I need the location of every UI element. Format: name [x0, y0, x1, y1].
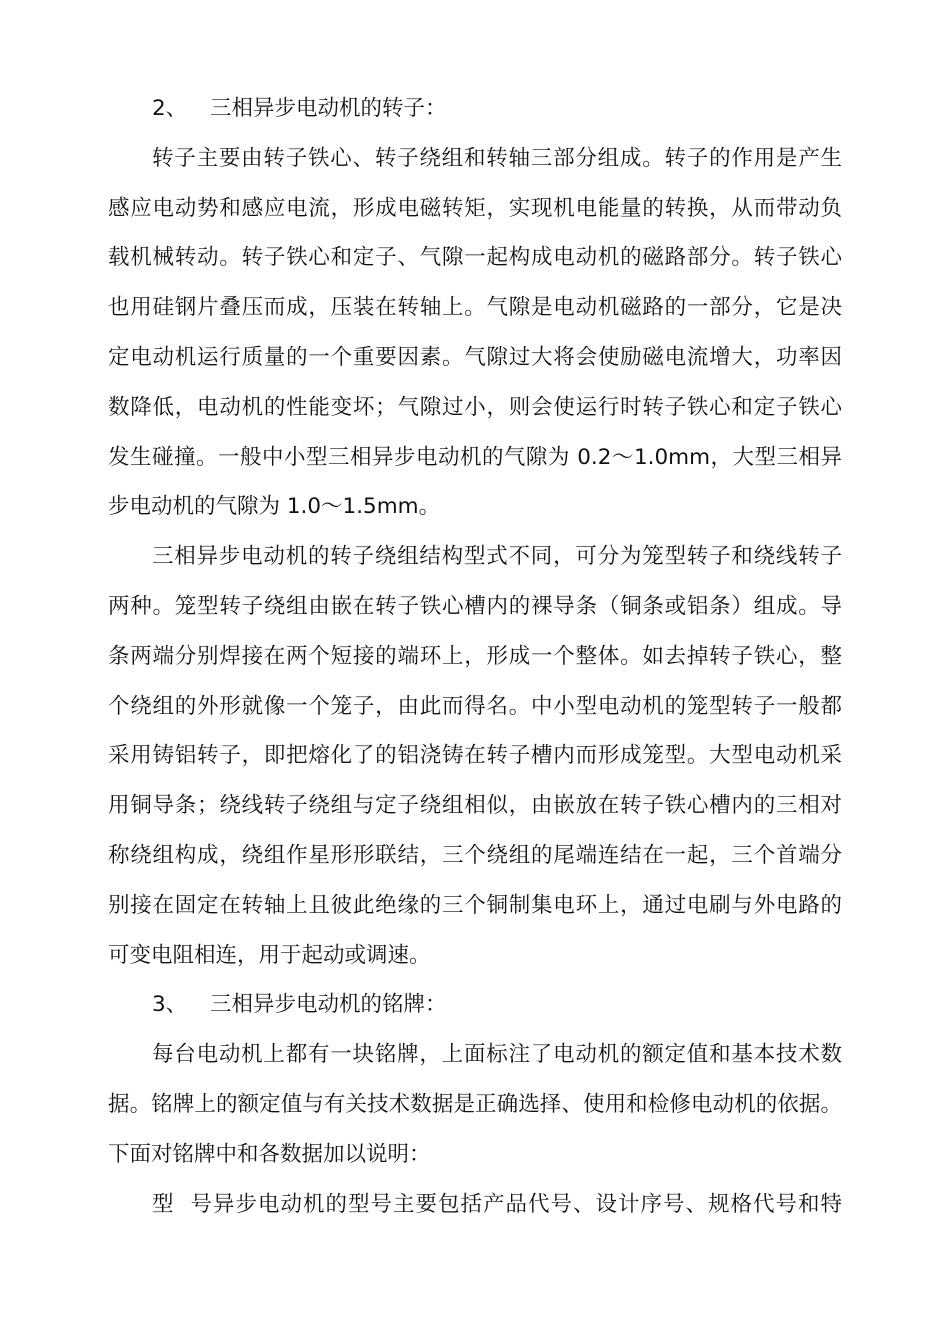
section-heading-3 [108, 980, 842, 1030]
section-title: 三相异步电动机的转子： [210, 96, 447, 121]
text-line: 用铜导条；绕线转子绕组与定子绕组相似，由嵌放在转子铁心槽内的三相对 [108, 793, 842, 819]
text-line: 采用铸铝转子，即把熔化了的铝浇铸在转子槽内而形成笼型。大型电动机采 [108, 743, 842, 769]
text-line: 称绕组构成，绕组作星形形联结，三个绕组的尾端连结在一起，三个首端分 [108, 842, 842, 868]
term-label: 型号 [152, 1191, 212, 1217]
paragraph-rotor-winding [108, 532, 842, 980]
paragraph-model [108, 1180, 842, 1230]
text-line: 每台电动机上都有一块铭牌，上面标注了电动机的额定值和基本技术数 [152, 1042, 842, 1068]
section-number: 2、 [152, 96, 188, 121]
section-title: 三相异步电动机的铭牌： [210, 992, 447, 1018]
text-line: 三相异步电动机的转子绕组结构型式不同，可分为笼型转子和绕线转子 [152, 544, 842, 570]
text-line: 步电动机的气隙为 1.0～1.5mm。 [108, 494, 441, 520]
text-line: 两种。笼型转子绕组由嵌在转子铁心槽内的裸导条（铜条或铝条）组成。导 [108, 593, 842, 619]
text-line: 可变电阻相连，用于起动或调速。 [108, 942, 431, 968]
text-line: 感应电动势和感应电流，形成电磁转矩，实现机电能量的转换，从而带动负 [108, 195, 842, 221]
text-line: 条两端分别焊接在两个短接的端环上，形成一个整体。如去掉转子铁心，整 [108, 643, 842, 669]
section-number: 3、 [152, 992, 188, 1018]
paragraph-rotor-structure [108, 134, 842, 532]
document-page [108, 84, 842, 1229]
text-line: 转子主要由转子铁心、转子绕组和转轴三部分组成。转子的作用是产生 [152, 145, 842, 171]
text-line: 个绕组的外形就像一个笼子，由此而得名。中小型电动机的笼型转子一般都 [108, 693, 842, 719]
section-heading-2 [108, 84, 842, 134]
paragraph-nameplate [108, 1030, 842, 1179]
text-line: 载机械转动。转子铁心和定子、气隙一起构成电动机的磁路部分。转子铁心 [108, 245, 842, 271]
text-line: 下面对铭牌中和各数据加以说明： [108, 1141, 431, 1167]
text-line: 定电动机运行质量的一个重要因素。气隙过大将会使励磁电流增大，功率因 [108, 344, 842, 370]
text-line: 数降低，电动机的性能变坏；气隙过小，则会使运行时转子铁心和定子铁心 [108, 394, 842, 420]
text-line: 据。铭牌上的额定值与有关技术数据是正确选择、使用和检修电动机的依据。 [108, 1091, 842, 1117]
term-description: 异步电动机的型号主要包括产品代号、设计序号、规格代号和特 [212, 1191, 842, 1217]
text-line: 也用硅钢片叠压而成，压装在转轴上。气隙是电动机磁路的一部分，它是决 [108, 295, 842, 321]
text-line: 发生碰撞。一般中小型三相异步电动机的气隙为 0.2～1.0mm，大型三相异 [108, 444, 842, 470]
text-line: 别接在固定在转轴上且彼此绝缘的三个铜制集电环上，通过电刷与外电路的 [108, 892, 842, 918]
